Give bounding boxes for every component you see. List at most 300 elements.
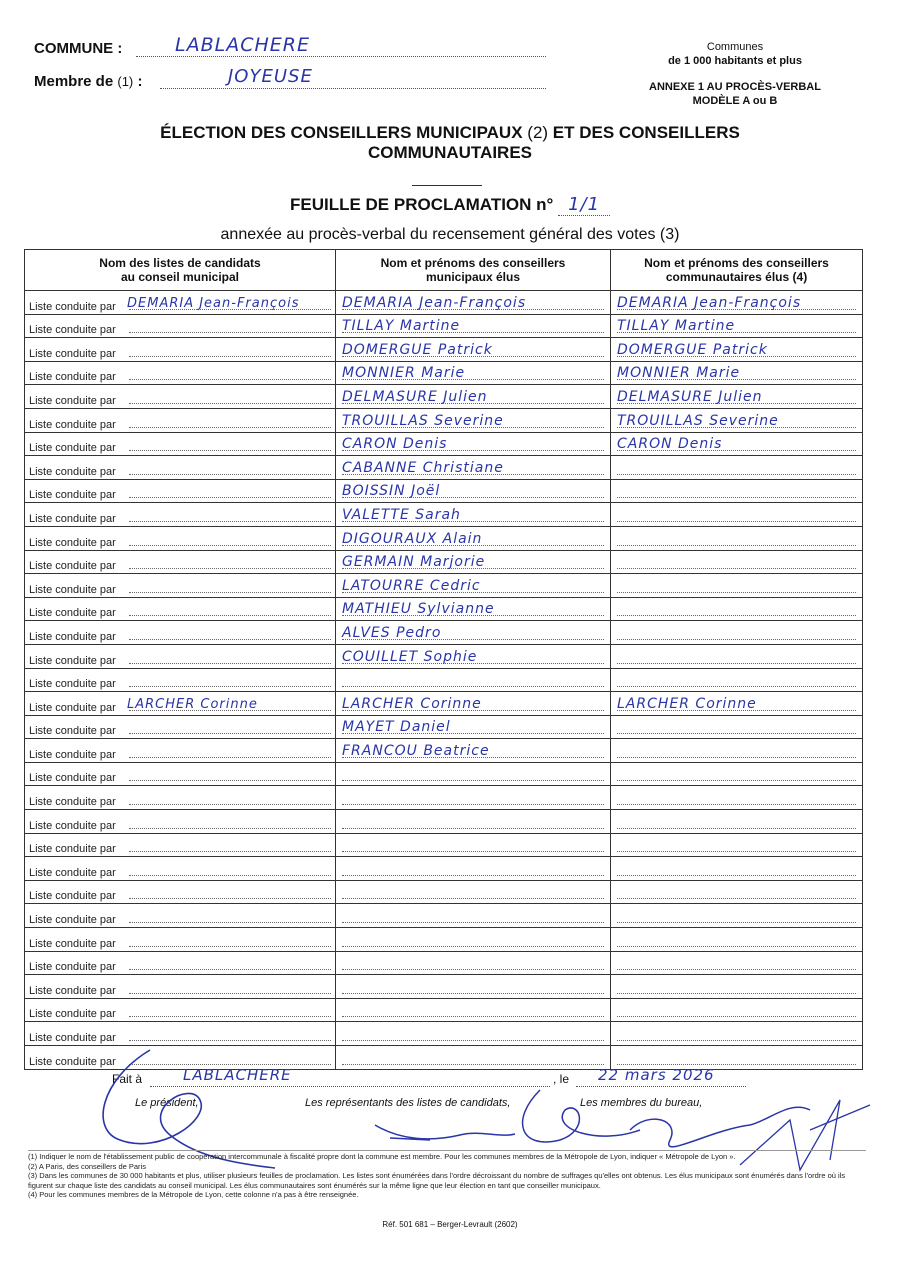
row-prefix: Liste conduite par <box>29 843 116 856</box>
title-line1 <box>0 123 900 143</box>
row-prefix: Liste conduite par <box>29 890 116 903</box>
municipal-cell[interactable] <box>336 314 611 338</box>
list-cell[interactable] <box>25 786 336 810</box>
dotline <box>129 922 331 923</box>
dotline <box>342 686 604 687</box>
membre-label-text: Membre de <box>34 73 114 90</box>
table-row <box>25 692 863 716</box>
row-prefix: Liste conduite par <box>29 607 116 620</box>
dotline <box>617 969 856 970</box>
list-name: LARCHER Corinne <box>127 696 258 712</box>
table-row <box>25 857 863 881</box>
annexe-line: ANNEXE 1 AU PROCÈS-VERBAL <box>649 81 821 93</box>
community-cell[interactable] <box>611 338 863 362</box>
municipal-name: CABANNE Christiane <box>342 459 504 476</box>
list-cell[interactable] <box>25 550 336 574</box>
table-row <box>25 550 863 574</box>
community-cell[interactable] <box>611 597 863 621</box>
table-body <box>25 291 863 1070</box>
footnote-4: (4) Pour les communes membres de la Métropole de Lyon, cette colonne n'a pas à être renseignée. <box>28 1190 359 1199</box>
community-cell[interactable] <box>611 385 863 409</box>
municipal-cell[interactable] <box>336 479 611 503</box>
table-row <box>25 574 863 598</box>
commune-value: LABLACHERE <box>175 34 310 56</box>
list-cell[interactable] <box>25 526 336 550</box>
community-name: TROUILLAS Severine <box>617 412 779 429</box>
list-cell[interactable] <box>25 904 336 928</box>
col1-header-line2: au conseil municipal <box>120 270 240 284</box>
municipal-name: GERMAIN Marjorie <box>342 554 486 571</box>
municipal-cell[interactable] <box>336 928 611 952</box>
list-cell[interactable] <box>25 833 336 857</box>
table-row <box>25 998 863 1022</box>
community-cell[interactable] <box>611 456 863 480</box>
title-divider <box>412 185 482 186</box>
table-row <box>25 597 863 621</box>
dotline <box>617 780 856 781</box>
list-cell[interactable] <box>25 739 336 763</box>
row-prefix: Liste conduite par <box>29 512 116 525</box>
municipal-name: DOMERGUE Patrick <box>342 341 493 358</box>
community-cell[interactable] <box>611 479 863 503</box>
dotline <box>617 663 856 664</box>
community-cell[interactable] <box>611 833 863 857</box>
municipal-cell[interactable] <box>336 880 611 904</box>
dotline <box>617 545 856 546</box>
municipal-cell[interactable] <box>336 1022 611 1046</box>
municipal-name: BOISSIN Joël <box>342 483 441 500</box>
row-prefix: Liste conduite par <box>29 914 116 927</box>
municipal-cell[interactable] <box>336 550 611 574</box>
table-row <box>25 503 863 527</box>
representant-signature <box>370 1110 520 1150</box>
community-cell[interactable] <box>611 291 863 315</box>
dotline <box>617 639 856 640</box>
footnote-3: (3) Dans les communes de 30 000 habitants et plus, utiliser plusieurs feuilles de proclamation. Les listes sont énumérées dans l'ordre décroissant du nombre de suffrages qu'elles ont obtenus. Les élus municipaux sont énumérés dans l'ordre où ils figurent sur chaque liste des candidats au conseil municipal. Les élus communautaires sont énumérés sur la même ligne que leur élection en tant que conseiller municipaux. <box>28 1171 846 1190</box>
community-cell[interactable] <box>611 668 863 692</box>
municipal-cell[interactable] <box>336 810 611 834</box>
title-line1-b: ET DES CONSEILLERS <box>552 123 740 142</box>
dotline <box>342 946 604 947</box>
col3-header-line1: Nom et prénoms des conseillers <box>644 256 829 270</box>
table-row <box>25 526 863 550</box>
row-prefix: Liste conduite par <box>29 678 116 691</box>
dotline <box>129 450 331 451</box>
row-prefix: Liste conduite par <box>29 583 116 596</box>
row-prefix: Liste conduite par <box>29 748 116 761</box>
municipal-name: COUILLET Sophie <box>342 648 478 665</box>
municipal-name: ALVES Pedro <box>342 624 442 641</box>
col-header-community <box>611 250 863 291</box>
table-row <box>25 621 863 645</box>
header-right <box>610 40 860 108</box>
row-prefix: Liste conduite par <box>29 536 116 549</box>
list-cell[interactable] <box>25 314 336 338</box>
community-name: DELMASURE Julien <box>617 388 763 405</box>
dotline <box>129 568 331 569</box>
dotline <box>342 828 604 829</box>
membre-label <box>34 73 142 90</box>
dotline <box>129 615 331 616</box>
row-prefix: Liste conduite par <box>29 300 116 313</box>
row-prefix: Liste conduite par <box>29 324 116 337</box>
community-cell[interactable] <box>611 975 863 999</box>
row-prefix: Liste conduite par <box>29 654 116 667</box>
municipal-name: VALETTE Sarah <box>342 506 461 523</box>
membre-note: (1) <box>117 74 134 89</box>
dotline <box>342 969 604 970</box>
row-prefix: Liste conduite par <box>29 1055 116 1068</box>
municipal-cell[interactable] <box>336 1046 611 1070</box>
community-name: CARON Denis <box>617 436 723 453</box>
proclamation-table <box>24 249 863 1070</box>
dotline <box>129 332 331 333</box>
footnotes-divider <box>28 1150 866 1151</box>
community-cell[interactable] <box>611 998 863 1022</box>
col2-header-line1: Nom et prénoms des conseillers <box>380 256 566 270</box>
row-prefix: Liste conduite par <box>29 442 116 455</box>
dotline <box>129 663 331 664</box>
dotline <box>342 1016 604 1017</box>
municipal-cell[interactable] <box>336 951 611 975</box>
municipal-name: LARCHER Corinne <box>342 695 482 712</box>
municipal-cell[interactable] <box>336 998 611 1022</box>
dotline <box>617 733 856 734</box>
community-cell[interactable] <box>611 574 863 598</box>
municipal-name: LATOURRE Cedric <box>342 577 481 594</box>
community-name: DEMARIA Jean-François <box>617 294 802 311</box>
row-prefix: Liste conduite par <box>29 984 116 997</box>
table-row <box>25 479 863 503</box>
table-row <box>25 338 863 362</box>
dotline <box>617 922 856 923</box>
community-cell[interactable] <box>611 928 863 952</box>
list-cell[interactable] <box>25 928 336 952</box>
row-prefix: Liste conduite par <box>29 418 116 431</box>
row-prefix: Liste conduite par <box>29 701 116 714</box>
dotline <box>617 497 856 498</box>
row-prefix: Liste conduite par <box>29 961 116 974</box>
dotline <box>342 851 604 852</box>
reference: Réf. 501 681 – Berger-Levrault (2602) <box>382 1220 518 1229</box>
dotline <box>342 993 604 994</box>
dotline <box>617 1064 856 1065</box>
dotline <box>617 898 856 899</box>
table-header-row <box>25 250 863 291</box>
row-prefix: Liste conduite par <box>29 630 116 643</box>
row-prefix: Liste conduite par <box>29 725 116 738</box>
row-prefix: Liste conduite par <box>29 489 116 502</box>
list-cell[interactable] <box>25 408 336 432</box>
sheet-title <box>0 194 900 215</box>
list-cell[interactable] <box>25 361 336 385</box>
municipal-name: FRANCOU Beatrice <box>342 742 490 759</box>
dotline <box>617 993 856 994</box>
list-cell[interactable] <box>25 951 336 975</box>
communes-line: Communes <box>706 41 764 53</box>
col2-header-line2: municipaux élus <box>425 270 521 284</box>
municipal-cell[interactable] <box>336 692 611 716</box>
community-cell[interactable] <box>611 951 863 975</box>
table-row <box>25 432 863 456</box>
sheet-title-text: FEUILLE DE PROCLAMATION n° <box>289 195 554 214</box>
list-cell[interactable] <box>25 338 336 362</box>
list-cell[interactable] <box>25 715 336 739</box>
col-header-municipal <box>336 250 611 291</box>
community-cell[interactable] <box>611 692 863 716</box>
list-cell[interactable] <box>25 880 336 904</box>
municipal-cell[interactable] <box>336 432 611 456</box>
commune-label: COMMUNE : <box>34 40 123 57</box>
row-prefix: Liste conduite par <box>29 866 116 879</box>
dotline <box>129 1016 331 1017</box>
row-prefix: Liste conduite par <box>29 1008 116 1021</box>
community-cell[interactable] <box>611 1022 863 1046</box>
table-row <box>25 361 863 385</box>
municipal-cell[interactable] <box>336 526 611 550</box>
le-label: , le <box>553 1072 570 1086</box>
table-row <box>25 786 863 810</box>
table-row <box>25 385 863 409</box>
row-prefix: Liste conduite par <box>29 347 116 360</box>
table-row <box>25 762 863 786</box>
community-cell[interactable] <box>611 526 863 550</box>
community-name: LARCHER Corinne <box>617 695 757 712</box>
community-cell[interactable] <box>611 550 863 574</box>
municipal-cell[interactable] <box>336 833 611 857</box>
list-cell[interactable] <box>25 810 336 834</box>
subtitle: annexée au procès-verbal du recensement général des votes (3) <box>220 226 680 243</box>
dotline <box>617 875 856 876</box>
col1-header-line1: Nom des listes de candidats <box>99 256 261 270</box>
community-cell[interactable] <box>611 408 863 432</box>
modele-line: MODÈLE A ou B <box>692 95 778 107</box>
list-cell[interactable] <box>25 291 336 315</box>
membre-dotline <box>160 88 546 89</box>
dotline <box>129 851 331 852</box>
community-cell[interactable] <box>611 621 863 645</box>
list-cell[interactable] <box>25 479 336 503</box>
list-cell[interactable] <box>25 668 336 692</box>
list-cell[interactable] <box>25 597 336 621</box>
community-cell[interactable] <box>611 739 863 763</box>
dotline <box>617 568 856 569</box>
table-row <box>25 456 863 480</box>
fait-place: LABLACHERE <box>183 1066 292 1084</box>
dotline <box>342 780 604 781</box>
commune-dotline <box>136 56 546 57</box>
municipal-name: DIGOURAUX Alain <box>342 530 483 547</box>
date-value: 22 mars 2026 <box>598 1066 715 1084</box>
page-title <box>0 123 900 163</box>
dotline <box>129 545 331 546</box>
community-cell[interactable] <box>611 786 863 810</box>
dotline <box>129 780 331 781</box>
dotline <box>617 592 856 593</box>
table-row <box>25 314 863 338</box>
community-cell[interactable] <box>611 810 863 834</box>
dotline <box>129 757 331 758</box>
municipal-cell[interactable] <box>336 503 611 527</box>
municipal-name: TILLAY Martine <box>342 318 461 335</box>
municipal-name: TROUILLAS Severine <box>342 412 504 429</box>
municipal-cell[interactable] <box>336 408 611 432</box>
footnote-1: (1) Indiquer le nom de l'établissement public de coopération intercommunale à fiscalité propre dont la commune est membre. Pour les communes membres de la Métropole de Lyon, indiquer « Métropole de Lyon ». <box>28 1152 736 1161</box>
row-prefix: Liste conduite par <box>29 465 116 478</box>
list-cell[interactable] <box>25 621 336 645</box>
table-row <box>25 291 863 315</box>
dotline <box>129 639 331 640</box>
community-cell[interactable] <box>611 715 863 739</box>
municipal-name: CARON Denis <box>342 436 448 453</box>
dotline <box>129 379 331 380</box>
list-cell[interactable] <box>25 503 336 527</box>
list-cell[interactable] <box>25 574 336 598</box>
municipal-cell[interactable] <box>336 739 611 763</box>
community-cell[interactable] <box>611 432 863 456</box>
dotline <box>342 922 604 923</box>
table-row <box>25 951 863 975</box>
municipal-cell[interactable] <box>336 597 611 621</box>
municipal-cell[interactable] <box>336 668 611 692</box>
dotline <box>129 356 331 357</box>
dotline <box>617 946 856 947</box>
municipal-cell[interactable] <box>336 361 611 385</box>
row-prefix: Liste conduite par <box>29 394 116 407</box>
municipal-cell[interactable] <box>336 574 611 598</box>
dotline <box>129 474 331 475</box>
dotline <box>129 969 331 970</box>
col3-header-line2: communautaires élus (4) <box>665 270 808 284</box>
list-cell[interactable] <box>25 456 336 480</box>
municipal-cell[interactable] <box>336 904 611 928</box>
dotline <box>129 993 331 994</box>
list-cell[interactable] <box>25 385 336 409</box>
dotline <box>129 804 331 805</box>
row-prefix: Liste conduite par <box>29 937 116 950</box>
sheet-number: 1/1 <box>558 194 610 216</box>
row-prefix: Liste conduite par <box>29 371 116 384</box>
col-header-lists <box>25 250 336 291</box>
community-cell[interactable] <box>611 762 863 786</box>
municipal-cell[interactable] <box>336 975 611 999</box>
municipal-cell[interactable] <box>336 644 611 668</box>
table-row <box>25 833 863 857</box>
footnotes <box>28 1152 866 1200</box>
table-row <box>25 408 863 432</box>
dotline <box>129 592 331 593</box>
table-row <box>25 975 863 999</box>
municipal-cell[interactable] <box>336 456 611 480</box>
municipal-name: DELMASURE Julien <box>342 388 488 405</box>
fait-label: Fait à <box>112 1072 143 1086</box>
municipal-cell[interactable] <box>336 385 611 409</box>
table-row <box>25 904 863 928</box>
municipal-cell[interactable] <box>336 786 611 810</box>
community-cell[interactable] <box>611 314 863 338</box>
dotline <box>617 615 856 616</box>
row-prefix: Liste conduite par <box>29 560 116 573</box>
municipal-cell[interactable] <box>336 338 611 362</box>
community-cell[interactable] <box>611 857 863 881</box>
table-row <box>25 810 863 834</box>
table-row <box>25 928 863 952</box>
dotline <box>129 403 331 404</box>
membres-label: Les membres du bureau, <box>580 1097 703 1109</box>
dotline <box>129 898 331 899</box>
dotline <box>342 898 604 899</box>
dotline <box>129 521 331 522</box>
table-row <box>25 644 863 668</box>
municipal-cell[interactable] <box>336 291 611 315</box>
membre-value: JOYEUSE <box>228 66 313 87</box>
community-cell[interactable] <box>611 503 863 527</box>
municipal-cell[interactable] <box>336 621 611 645</box>
community-cell[interactable] <box>611 361 863 385</box>
dotline <box>342 804 604 805</box>
list-cell[interactable] <box>25 644 336 668</box>
president-label: Le président, <box>135 1097 199 1109</box>
community-cell[interactable] <box>611 644 863 668</box>
municipal-cell[interactable] <box>336 857 611 881</box>
municipal-name: MONNIER Marie <box>342 365 466 382</box>
dotline <box>342 875 604 876</box>
municipal-name: MAYET Daniel <box>342 719 451 736</box>
table-row <box>25 715 863 739</box>
community-name: DOMERGUE Patrick <box>617 341 768 358</box>
municipal-name: MATHIEU Sylvianne <box>342 601 495 618</box>
community-name: MONNIER Marie <box>617 365 741 382</box>
membre-colon: : <box>137 73 143 90</box>
municipal-cell[interactable] <box>336 762 611 786</box>
dotline <box>129 946 331 947</box>
dotline <box>617 804 856 805</box>
dotline <box>129 427 331 428</box>
title-line1-a: ÉLECTION DES CONSEILLERS MUNICIPAUX <box>160 123 523 142</box>
dotline <box>617 1016 856 1017</box>
list-cell[interactable] <box>25 998 336 1022</box>
list-cell[interactable] <box>25 975 336 999</box>
dotline <box>342 1040 604 1041</box>
dotline <box>617 521 856 522</box>
row-prefix: Liste conduite par <box>29 772 116 785</box>
dotline <box>617 757 856 758</box>
dotline <box>129 875 331 876</box>
table-row <box>25 668 863 692</box>
community-cell[interactable] <box>611 904 863 928</box>
list-name: DEMARIA Jean-François <box>127 295 300 311</box>
dotline <box>617 828 856 829</box>
list-cell[interactable] <box>25 432 336 456</box>
table-row <box>25 739 863 763</box>
dotline <box>129 497 331 498</box>
community-name: TILLAY Martine <box>617 318 736 335</box>
municipal-cell[interactable] <box>336 715 611 739</box>
dotline <box>129 686 331 687</box>
row-prefix: Liste conduite par <box>29 819 116 832</box>
list-cell[interactable] <box>25 762 336 786</box>
footnote-2: (2) A Paris, des conseillers de Paris <box>28 1161 146 1171</box>
row-prefix: Liste conduite par <box>29 796 116 809</box>
list-cell[interactable] <box>25 692 336 716</box>
row-prefix: Liste conduite par <box>29 1032 116 1044</box>
title-line2: COMMUNAUTAIRES <box>367 143 532 162</box>
dotline <box>617 686 856 687</box>
list-cell[interactable] <box>25 857 336 881</box>
community-cell[interactable] <box>611 880 863 904</box>
title-note: (2) <box>527 123 549 142</box>
table-row <box>25 880 863 904</box>
